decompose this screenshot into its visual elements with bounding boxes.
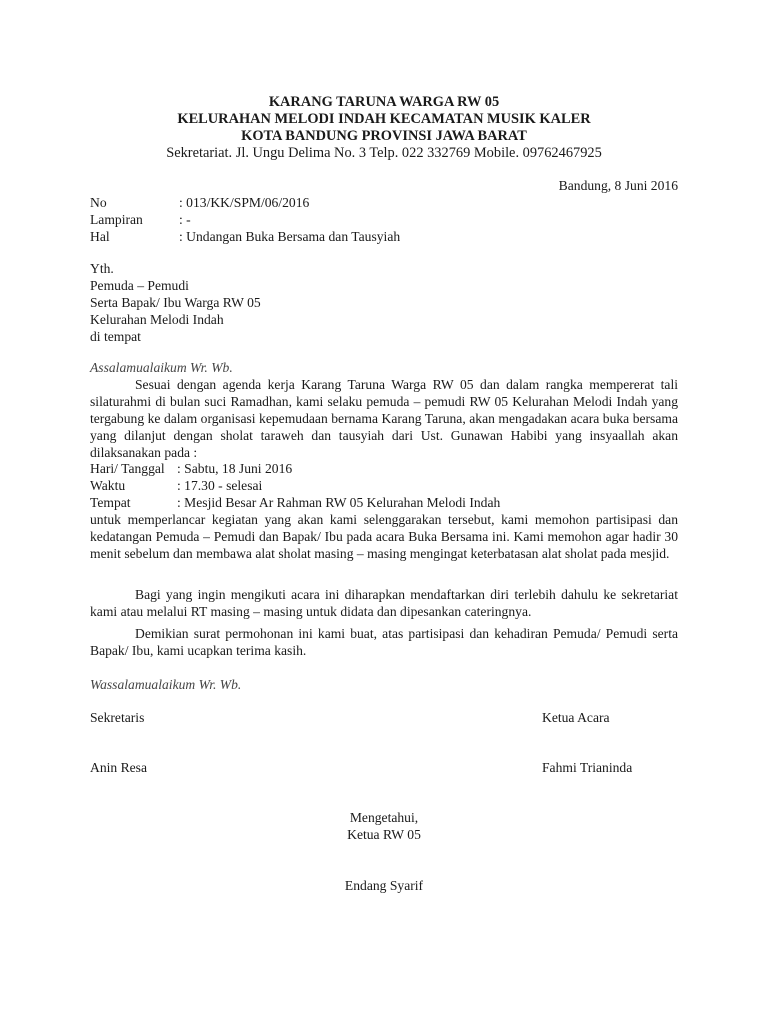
body-paragraph-3: Bagi yang ingin mengikuti acara ini diharapkan mendaftarkan diri terlebih dahulu ke sekretariat kami atau melalui RT masing – masing untuk didata dan dipesankan cateringnya. [90,587,678,619]
meta-value: : - [179,212,191,227]
recipient-line: Serta Bapak/ Ibu Warga RW 05 [90,295,261,310]
meta-label: Lampiran [90,212,143,227]
acknowledgement-block [0,809,768,894]
letterhead-city: KOTA BANDUNG PROVINSI JAWA BARAT [241,128,527,144]
signature-role: Ketua Acara [542,710,610,725]
event-label: Hari/ Tanggal [90,461,165,476]
event-details [90,460,500,511]
event-label: Tempat [90,495,131,510]
signature-name: Anin Resa [90,760,148,775]
acknowledgement-name: Endang Syarif [344,878,424,893]
recipient-line: Yth. [90,261,114,276]
body-paragraph-4: Demikian surat permohonan ini kami buat, atas partisipasi dan kehadiran Pemuda/ Pemudi serta Bapak/ Ibu, kami ucapkan terima kasih. [90,626,678,658]
letterhead [0,94,768,162]
meta-value: : 013/KK/SPM/06/2016 [179,195,310,210]
letterhead-address: Sekretariat. Jl. Ungu Delima No. 3 Telp. 022 332769 Mobile. 09762467925 [166,145,602,161]
meta-value: : Undangan Buka Bersama dan Tausyiah [179,229,401,244]
acknowledgement-role: Ketua RW 05 [347,827,421,842]
meta-row-number [90,194,400,211]
meta-label: Hal [90,229,110,244]
event-label: Waktu [90,478,126,493]
letterhead-district: KELURAHAN MELODI INDAH KECAMATAN MUSIK KALER [177,111,591,127]
recipient-line: di tempat [90,329,141,344]
body-paragraph-2: untuk memperlancar kegiatan yang akan kami selenggarakan tersebut, kami memohon partisipasi dan kedatangan Pemuda – Pemudi dan Bapak/ Ibu pada acara Buka Bersama ini. Kami memohon agar hadir 30 menit sebelum dan membawa alat sholat masing – masing mengingat keterbatasan alat sholat pada mesjid. [90,512,678,561]
signature-name: Fahmi Trianinda [542,760,633,775]
letter-meta [90,194,400,245]
event-row-place [90,494,500,511]
closing-greeting: Wassalamualaikum Wr. Wb. [90,677,242,692]
event-row-date [90,460,500,477]
meta-row-attachment [90,211,400,228]
event-value: : Sabtu, 18 Juni 2016 [177,461,293,476]
greeting: Assalamualaikum Wr. Wb. [90,360,233,375]
event-row-time [90,477,500,494]
signature-event-chair [542,709,632,776]
meta-row-subject [90,228,400,245]
recipient-line: Kelurahan Melodi Indah [90,312,224,327]
body-paragraph-1: Sesuai dengan agenda kerja Karang Taruna Warga RW 05 dan dalam rangka mempererat tali silaturahmi di bulan suci Ramadhan, kami selaku pemuda – pemudi RW 05 Kelurahan Melodi Indah yang tergabung ke dalam organisasi kepemudaan bernama Karang Taruna, akan mengadakan acara buka bersama yang dilanjut dengan sholat taraweh dan tausyiah dari Ust. Gunawan Habibi yang insyaallah akan dilaksanakan pada : [90,377,678,460]
recipient-block [90,260,261,345]
signature-role: Sekretaris [90,710,145,725]
signature-secretary [90,709,147,776]
recipient-line: Pemuda – Pemudi [90,278,189,293]
acknowledgement-label: Mengetahui, [349,810,419,825]
meta-label: No [90,195,107,210]
event-value: : Mesjid Besar Ar Rahman RW 05 Kelurahan Melodi Indah [177,495,501,510]
event-value: : 17.30 - selesai [177,478,263,493]
letterhead-organization: KARANG TARUNA WARGA RW 05 [268,94,500,110]
letter-date: Bandung, 8 Juni 2016 [558,178,678,193]
